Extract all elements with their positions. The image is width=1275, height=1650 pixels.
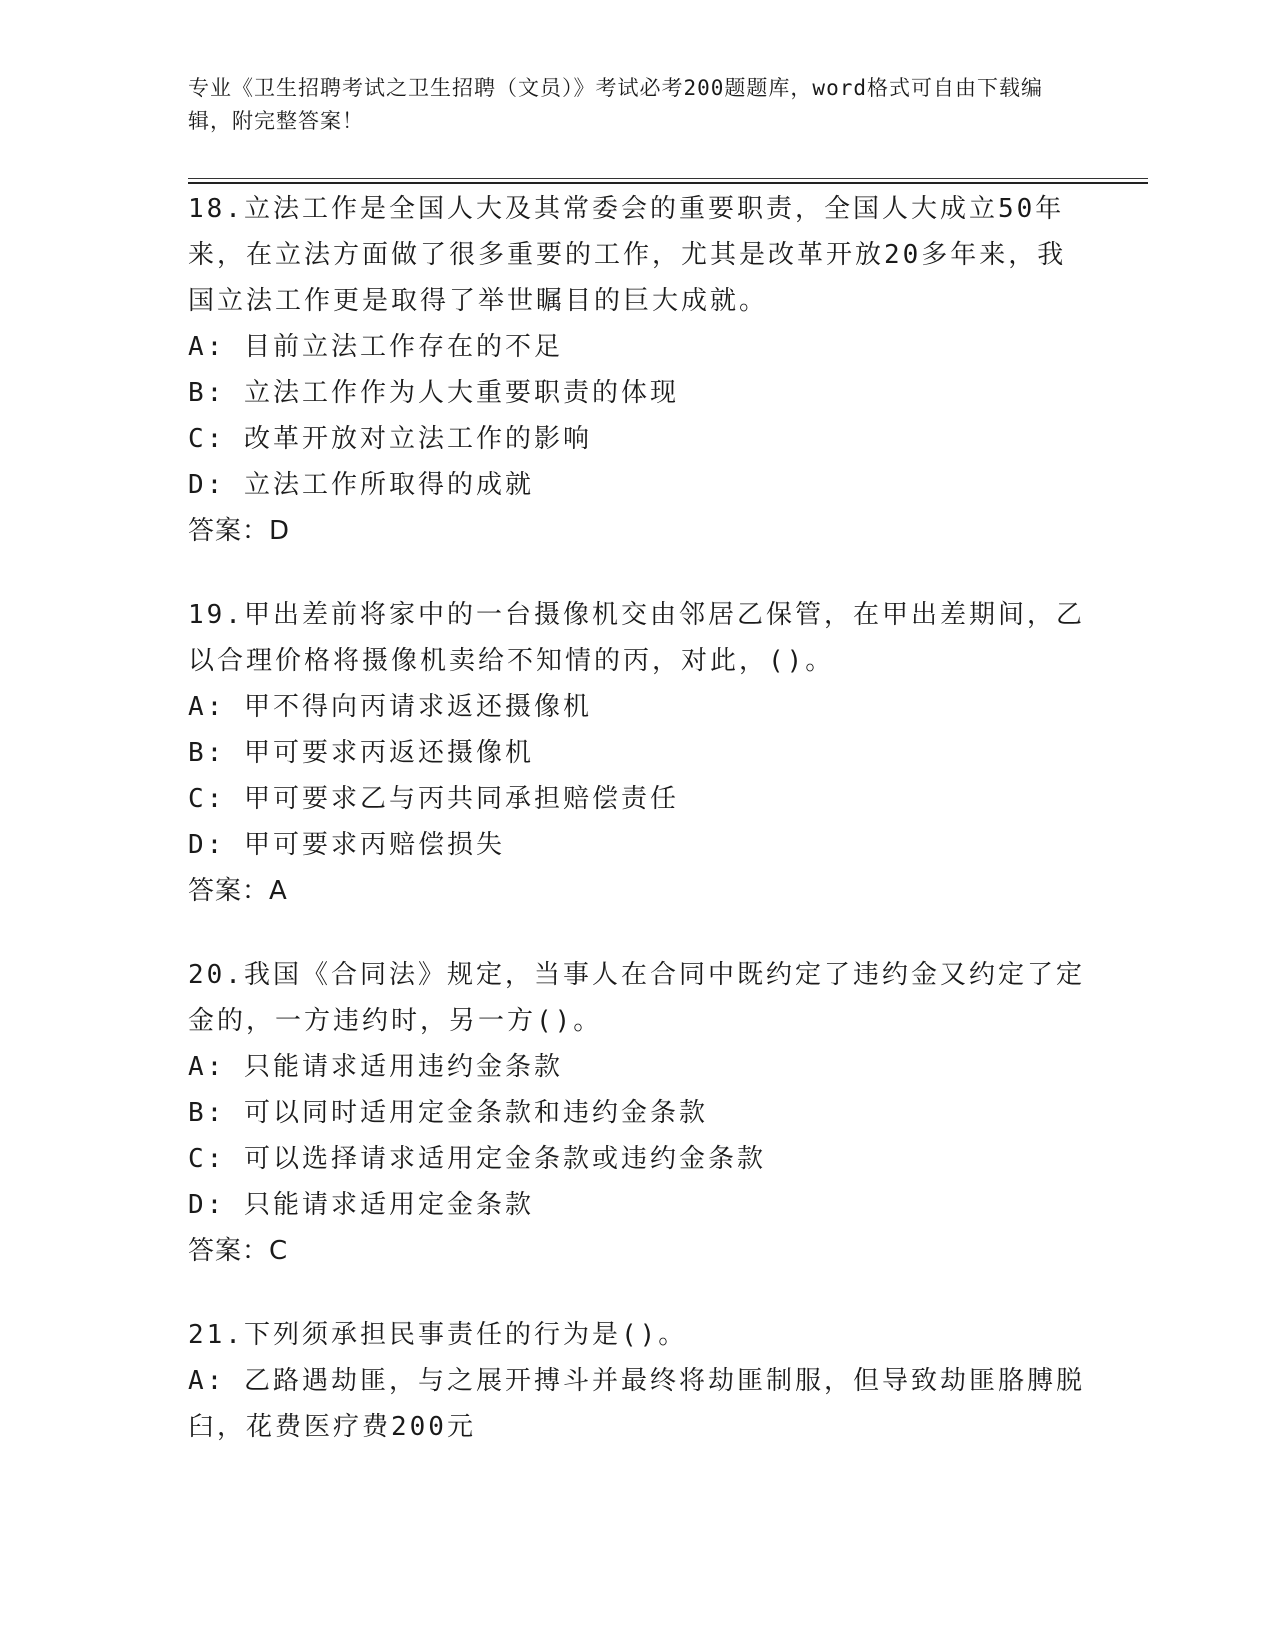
option-a: A: 只能请求适用违约金条款: [188, 1052, 563, 1082]
question-stem: 19.甲出差前将家中的一台摄像机交由邻居乙保管，在甲出差期间，乙以合理价格将摄像机卖给不知情的丙，对此，()。: [188, 600, 1085, 676]
header-divider-thin: [188, 178, 1148, 179]
option-d: D: 只能请求适用定金条款: [188, 1190, 534, 1220]
answer-line: 答案：A: [188, 876, 288, 906]
option-b: B: 甲可要求丙返还摄像机: [188, 738, 534, 768]
header-divider-thick: [188, 182, 1148, 184]
document-header: 专业《卫生招聘考试之卫生招聘（文员）》考试必考200题题库，word格式可自由下载编辑，附完整答案！: [188, 76, 1043, 133]
question-stem: 20.我国《合同法》规定，当事人在合同中既约定了违约金又约定了定金的，一方违约时，另一方()。: [188, 960, 1085, 1036]
answer-line: 答案：D: [188, 516, 291, 546]
answer-line: 答案：C: [188, 1236, 289, 1266]
option-a: A: 乙路遇劫匪，与之展开搏斗并最终将劫匪制服，但导致劫匪胳膊脱臼，花费医疗费200元: [188, 1366, 1085, 1442]
question-19: [188, 592, 1088, 914]
question-21: [188, 1312, 1088, 1450]
option-a: A: 甲不得向丙请求返还摄像机: [188, 692, 592, 722]
option-a: A: 目前立法工作存在的不足: [188, 332, 563, 362]
question-18: [188, 186, 1088, 554]
option-c: C: 改革开放对立法工作的影响: [188, 424, 592, 454]
option-d: D: 甲可要求丙赔偿损失: [188, 830, 505, 860]
question-list: [188, 186, 1088, 1488]
question-stem: 21.下列须承担民事责任的行为是()。: [188, 1320, 688, 1350]
option-b: B: 立法工作作为人大重要职责的体现: [188, 378, 679, 408]
option-c: C: 甲可要求乙与丙共同承担赔偿责任: [188, 784, 679, 814]
option-d: D: 立法工作所取得的成就: [188, 470, 534, 500]
option-b: B: 可以同时适用定金条款和违约金条款: [188, 1098, 708, 1128]
question-20: [188, 952, 1088, 1274]
option-c: C: 可以选择请求适用定金条款或违约金条款: [188, 1144, 766, 1174]
question-stem: 18.立法工作是全国人大及其常委会的重要职责，全国人大成立50年来，在立法方面做了很多重要的工作，尤其是改革开放20多年来，我国立法工作更是取得了举世瞩目的巨大成就。: [188, 194, 1067, 316]
